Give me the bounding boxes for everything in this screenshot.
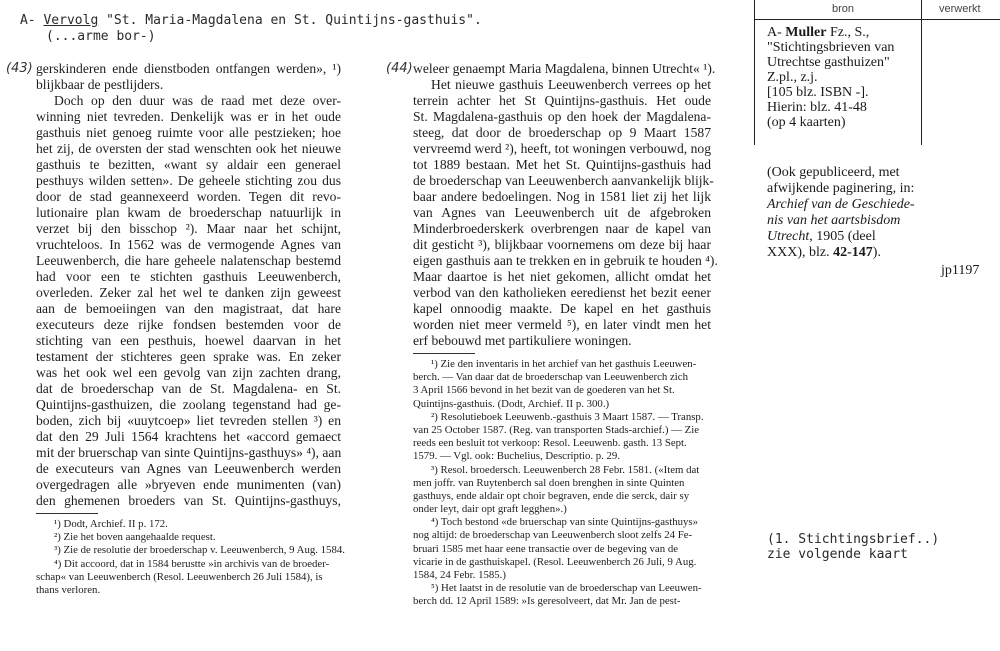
publication-note [767,165,915,261]
middle-body [413,61,718,349]
source-author: A- Muller Fz., S., [767,25,870,40]
footnote-line: ⁴) Toch bestond «de bruerschap van sinte Quintijns-gasthuys» [431,516,698,529]
table-border-left [754,0,755,145]
text-line: pesthuys wilden setten». De geheele stichting zou dus [36,173,341,188]
pub-line: Archief van de Geschiede- [767,197,915,212]
left-page-text [36,61,345,597]
footnote-rule [413,353,475,354]
text-line: boden, zich bij «uuytcoep» liet tevreden stellen ³) en [36,413,341,428]
footnote-line: berch. — Van daar dat de broederschap van Leeuwenberch zich [413,371,688,384]
text-line: executeurs deze rijke fondsen bestemden voor de [36,317,341,332]
footnote-line: reeds een besluit tot verkoop: Resol. Leeuwenb. gasth. 13 Sept. [413,437,687,450]
left-page-number: (43) [6,61,33,76]
text-line: testament der stichteres geen sprake was. En zeker [36,349,341,364]
text-line: erf bebouwd met partikuliere woningen. [413,333,632,348]
pub-line: (Ook gepubliceerd, met [767,165,900,180]
middle-page-text [413,61,718,609]
footnote-line: thans verloren. [36,583,101,596]
middle-page-number: (44) [386,61,413,76]
source-line: [105 blz. ISBN -]. [767,85,869,100]
text-line: gasthuis te bezitten, «want sy aldair een generael [36,157,341,172]
text-line: de executeurs van Agnes van Leeuwenberch werden [36,461,341,476]
footnote-line: nog altijd: de broederschap van Leeuwenberch sloot zelfs 24 Fe- [413,529,693,542]
footnote-line: ³) Zie de resolutie der broederschap v. Leeuwenberch, 9 Aug. 1584. [54,544,345,557]
footnote-line: ⁵) Het laatst in de resolutie van de broederschap van Leeuwen- [431,582,702,595]
header-title: "St. Maria-Magdalena en St. Quintijns-gasthuis". [98,13,482,28]
card-code: jp1197 [941,263,980,278]
text-line: vruchteloos. In 1562 was de vermogende Agnes van [36,237,341,252]
text-line: gasthuis niet genoeg ruimte voor alle pestzieken; hoe [36,125,341,140]
left-body [36,61,341,509]
middle-footnotes [413,358,711,609]
header-vervolg: Vervolg [43,13,99,28]
footnote-line: ¹) Dodt, Archief. II p. 172. [54,518,168,530]
source-line: (op 4 kaarten) [767,115,846,130]
text-line: van Agnes van Leeuwenberch uit de afgebroken [413,205,711,220]
footnote-line: men joffr. van Ruytenberch sal doen brenghen in sinte Quinten [413,476,685,489]
source-line: Z.pl., z.j. [767,70,818,85]
footnote-line: Quintijns-gasthuis. (Dodt, Archief. II p. 300.) [413,397,610,410]
text-line: de broederschap van Leeuwenberch aanvankelijk blijk- [413,173,714,188]
pub-line: XXX), blz. 42-147). [767,245,881,260]
text-line: blijkbaar de pestlijders. [36,77,164,92]
source-line: Utrechtse gasthuizen" [767,55,890,70]
footnote-line: ¹) Zie den inventaris in het archief van het gasthuis Leeuwen- [431,358,697,370]
text-line: had voor een te stichten gasthuis Leeuwenberch, [36,269,341,284]
pub-line: nis van het aartsbisdom [767,213,901,228]
text-line: eigen gasthuis aan te trekken en in gebruik te houden ⁴). [413,253,718,268]
pub-line: Utrecht, 1905 (deel [767,229,876,244]
text-line: Quintijns-gasthuizen, die zoolang tegenstand had ge- [36,397,341,412]
text-line: dit gesticht ³), blijkbaar voornemens om deze bij haar [413,237,711,252]
text-line: verbod van den katholieken eeredienst het bezit eener [413,285,711,300]
text-line: Leeuwenberch, die hare geheele nalatenschap bestemd [36,253,341,268]
card-header [20,13,482,29]
text-line: Doch op den duur was de raad met deze over- [54,93,341,108]
text-line: stichting van een pesthuis, hoewel daarvan in het [36,333,341,348]
footnote-line: van 25 October 1587. (Reg. van transporten Stads-archief.) — Zie [413,423,700,436]
text-line: lutionaire plan kwam de broederschap natuurlijk in [36,205,341,220]
text-line: Het nieuwe gasthuis Leeuwenberch verrees op het [431,77,711,92]
source-entry [767,25,894,130]
text-line: weleer genaempt Maria Magdalena, binnen Utrecht« ¹). [413,61,716,76]
left-footnotes [36,518,345,597]
footnote-line: onder leyt, dair opt graft legghen».) [413,503,567,516]
text-line: den ghemenen broeders van St. Quintijns-gasthuys, [36,493,341,508]
footnote-line: ⁴) Dit accoord, dat in 1584 berustte »in archivis van de broeder- [54,557,330,570]
text-line: kapel onnoodig maakte. De kapel en het gasthuis [413,301,711,316]
footnote-line: 1579. — Vgl. ook: Buchelius, Descriptio. p. 29. [413,450,621,463]
text-line: terrein achter het St Quintijns-gasthuis. Het oude [413,93,711,108]
text-line: mit der bruerschap van sinte Quintijns-gasthuys» ⁴), aan [36,445,342,460]
source-line: "Stichtingsbrieven van [767,40,895,55]
text-line: worden niet meer vermeld ⁵), en later vindt men het [413,317,711,332]
pub-line: afwijkende paginering, in: [767,181,915,196]
footnote-line: bruari 1585 met haar eene transactie over de begeving van de [413,542,679,555]
footnote-line: 1584, 24 Febr. 1585.) [413,569,506,581]
text-line: Maar daartoe is het niet gekomen, allicht omdat het [413,269,711,284]
text-line: door de stad geannexeerd worden. Tegen dit revo- [36,189,341,204]
text-line: het zij, de oversten der stad wenschten ook het nieuwe [36,141,341,156]
column-header-bron: bron [832,3,855,15]
text-line: dat de broederschap van de St. Magdalena- en St. [36,381,341,396]
text-line: winning niet tevreden. Denkelijk was er in het oude [36,109,341,124]
text-line: verzet bij den bisschop ²). Maar naar het schijnt, [36,221,341,236]
text-line: dat den 29 Juli 1564 krachtens het «accord gemaect [36,429,341,444]
text-line: overgedragen alle »bryeven ende munimenten (van) [36,477,341,492]
header-subline: (...arme bor-) [46,29,156,44]
text-line: was het ook wel een gevolg van zijn zachten drang, [36,365,341,380]
continuation-note: (1. Stichtingsbrief..) zie volgende kaart [767,532,940,562]
footnote-line: ³) Resol. broedersch. Leeuwenberch 28 Febr. 1581. («Item dat [431,463,700,476]
footnote-line: berch dd. 12 April 1589: »Is geresolveert, dat Mr. Jan de pest- [413,595,681,608]
footnote-line: 3 April 1566 bevond in het bezit van de goederen van het St. [413,384,675,397]
text-line: vervreemd werd ²), heeft, tot woningen verbouwd, nog [413,141,711,156]
footnote-line: ²) Resolutieboek Leeuwenb.-gasthuis 3 Maart 1587. — Transp. [431,410,704,423]
text-line: overleden. Zeker zal het wel te danken zijn geweest [36,285,341,300]
text-line: Minderbroederskerk overbrengen naar de kapel van [413,221,711,236]
footnote-rule [36,513,98,514]
footnote-line: gasthuys, ende aldair opt choir begraven, ende die serck, dair sy [413,489,690,502]
header-prefix: A- [20,13,36,28]
footnote-line: ²) Zie het boven aangehaalde request. [54,531,216,544]
text-line: tot 1889 bestaan. Met het St. Quintijns-gasthuis had [413,157,711,172]
text-line: steeg, dat door de broederschap op 9 Maart 1587 [413,125,711,140]
text-line: gerskinderen ende dienstboden ontfangen werden», ¹) [36,61,341,76]
footnote-line: vicarie in de gasthuiskapel. (Resol. Leeuwenberch 26 Juli, 9 Aug. [413,555,697,568]
footnote-line: schap« van Leeuwenberch (Resol. Leeuwenberch 26 Juli 1584), is [36,570,323,583]
table-header-rule [754,19,1000,20]
text-line: aan de bemoeiingen van den magistraat, dat hare [36,301,341,316]
source-line: Hierin: blz. 41-48 [767,100,867,115]
text-line: St. Magdalena-gasthuis op den hoek der Magdalena- [413,109,711,124]
table-border-middle [921,0,922,145]
text-line: baar andere bedoelingen. Nog in 1581 liet zij het lijk [413,189,711,204]
column-header-verwerkt: verwerkt [939,3,981,15]
